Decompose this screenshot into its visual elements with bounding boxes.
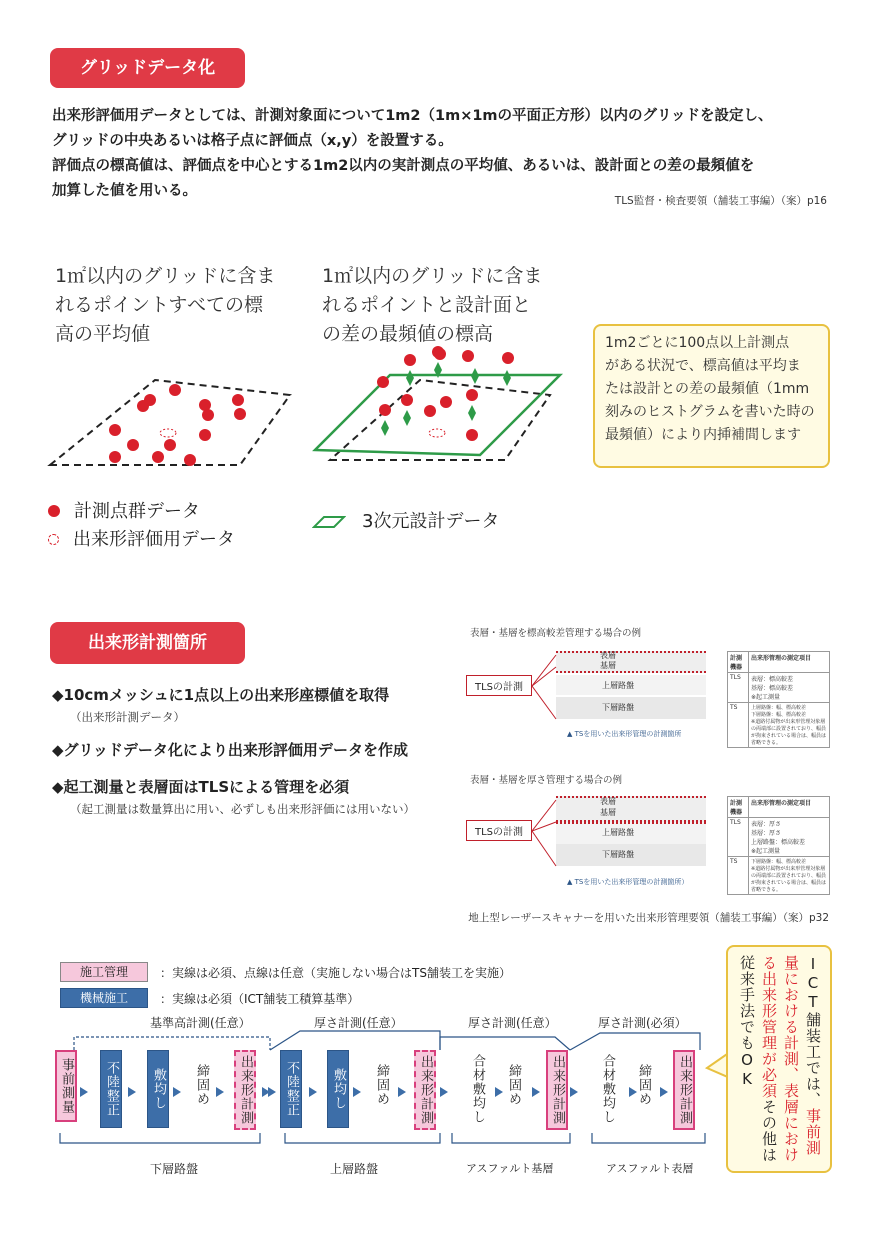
grid-description-line: 評価点の標高値は、評価点を中心とする1m2以内の実計測点の平均値、あるいは、設計面との差の最頻値を: [52, 158, 755, 174]
diff-arrow: [381, 420, 389, 428]
measured-point: [377, 376, 389, 388]
step-asphalt-spreading: 合材敷均し: [470, 1054, 485, 1124]
flow-arrow: [532, 1087, 540, 1097]
bullet-item: ◆グリッドデータ化により出来形評価用データを作成: [52, 741, 408, 759]
note-line: 1m2ごとに100点以上計測点: [605, 335, 790, 351]
group-lower-base: 下層路盤: [150, 1162, 199, 1176]
diff-arrow: [468, 405, 476, 413]
fig2-layer-label: 基層: [600, 808, 616, 817]
measured-point: [424, 405, 436, 417]
diagram-legend: [48, 498, 235, 554]
tag-machine-construction: 機械施工: [60, 988, 148, 1008]
fig2-table: [727, 796, 830, 895]
citation-p16: TLS監督・検査要領（舗装工事編）（案）p16: [614, 195, 827, 207]
bullet-item: ◆10cmメッシュに1点以上の出来形座標値を取得: [52, 686, 390, 704]
flow-arrow: [216, 1087, 224, 1097]
diff-arrow: [471, 368, 479, 376]
step-as-built-measure: 出来形計測: [673, 1050, 695, 1130]
measured-point: [502, 352, 514, 364]
flow-arrow: [268, 1087, 276, 1097]
diff-arrow: [471, 376, 479, 384]
fig2-layer-label: 上層路盤: [602, 828, 634, 837]
fig1-caption: 表層・基層を標高較差管理する場合の例: [470, 628, 642, 639]
fig1-table: [727, 651, 830, 748]
step-spreading: 敷均し: [327, 1050, 349, 1128]
flow-arrow: [309, 1087, 317, 1097]
note-line: 刻みのヒストグラムを書いた時の: [605, 404, 815, 420]
table-head: 計測機器: [728, 797, 749, 818]
callout-highlight: 事前測量に: [782, 955, 822, 1156]
evaluation-point: [160, 429, 176, 437]
measured-point: [184, 454, 196, 466]
measured-point: [109, 451, 121, 463]
grid-cell-outline: [330, 380, 550, 460]
callout-highlight: 出来形管理が必須: [760, 971, 778, 1099]
table-cell: 表層：標高較差 基層：標高較差 ※起工測量: [749, 673, 830, 703]
diff-arrow: [468, 413, 476, 421]
measured-point: [164, 439, 176, 451]
measured-point: [404, 354, 416, 366]
measured-point: [152, 451, 164, 463]
fig2-tls-label: TLSの計測: [466, 820, 532, 841]
measured-point: [462, 350, 474, 362]
flow-legend: [60, 962, 511, 1008]
left-heading-line: 高の平均値: [55, 323, 151, 345]
fig2-caption: 表層・基層を厚さ管理する場合の例: [470, 775, 623, 786]
diff-arrow: [403, 410, 411, 418]
measured-point: [440, 396, 452, 408]
step-as-built-measure: 出来形計測: [546, 1050, 568, 1130]
table-head: 出来形管理の測定項目: [749, 797, 830, 818]
measured-points: [109, 384, 246, 466]
fig2-layer-label: 下層路盤: [602, 850, 634, 859]
measured-point: [199, 429, 211, 441]
flow-arrow: [353, 1087, 361, 1097]
fig1-cross-section: [462, 645, 708, 745]
fig1-layer-label: 下層路盤: [602, 703, 634, 712]
note-line: たは設計との差の最頻値（1mm: [605, 381, 810, 397]
step-as-built-measure: 出来形計測: [414, 1050, 436, 1130]
callout-text: ICT舗装工では、: [804, 955, 822, 1108]
fig1-tls-lines: [532, 653, 558, 723]
section-title-measurement: 出来形計測箇所: [50, 622, 245, 664]
bullet-sub: （出来形計測データ）: [70, 710, 185, 724]
measured-point: [109, 424, 121, 436]
legend-eval-label: 出来形評価用データ: [73, 529, 235, 550]
flow-arrow: [398, 1087, 406, 1097]
fig1-layer-label: 基層: [600, 661, 616, 670]
eval-point-icon: [48, 534, 59, 545]
table-cell: TS: [728, 703, 749, 748]
table-cell: 表層：厚さ 基層：厚さ 上層路盤：標高較差 ※起工測量: [749, 818, 830, 857]
evaluation-point: [429, 429, 445, 437]
fig2-surface-layers: [556, 796, 706, 822]
flow-top-label: 厚さ計測(任意）: [314, 1016, 403, 1030]
ict-callout: [726, 945, 832, 1173]
table-cell: 上層路盤：幅、標高較差 下層路盤：幅、標高較差 ※道路付属物が出来形管理対象層の両端部に設置されており、幅員が拘束されている場合は、幅員は省略できる。: [749, 703, 830, 748]
section-title-grid: グリッドデータ化: [50, 48, 245, 88]
step-spreading: 敷均し: [147, 1050, 169, 1128]
callout-highlight: おける計測、: [782, 987, 800, 1083]
step-as-built-measure: 出来形計測: [234, 1050, 256, 1130]
legend-desc: ：実線は必須、点線は任意（実施しない場合はTS舗装工を実施）: [160, 965, 511, 980]
left-heading-line: れるポイントすべての標: [55, 294, 264, 316]
measured-point: [137, 400, 149, 412]
grid-description-line: 加算した値を用いる。: [52, 183, 197, 199]
flow-top-label: 厚さ計測(任意）: [468, 1016, 557, 1030]
table-cell: 下層路盤：幅、標高較差 ※道路付属物が出来形管理対象層の両端部に設置されており、幅員が拘束されている場合は、幅員は省略できる。: [749, 857, 830, 895]
measured-point: [232, 394, 244, 406]
callout-highlight: 表層における: [760, 955, 800, 1163]
measured-point: [401, 394, 413, 406]
legend-eval: [48, 526, 235, 554]
step-compaction: 締固め: [506, 1064, 521, 1106]
flow-arrow: [173, 1087, 181, 1097]
measured-point: [169, 384, 181, 396]
right-heading-line: れるポイントと設計面と: [322, 294, 532, 316]
ict-callout-text: [736, 955, 824, 1165]
legend-points: [48, 498, 235, 526]
legend-design: [312, 507, 499, 533]
fig1-tls-label: TLSの計測: [466, 675, 532, 696]
legend-construction-mgmt: [60, 962, 511, 982]
callout-text: その他は従来手法でもOK: [738, 955, 778, 1163]
table-head: 出来形管理の測定項目: [749, 652, 830, 673]
left-heading: [55, 262, 275, 349]
table-cell: TS: [728, 857, 749, 895]
measurement-bullets: [52, 684, 415, 817]
fig2-cross-section: [462, 790, 708, 890]
legend-design-label: 3次元設計データ: [362, 511, 500, 532]
design-plane-icon: [312, 515, 346, 529]
diff-arrow: [406, 378, 414, 386]
step-asphalt-spreading: 合材敷均し: [600, 1054, 615, 1124]
point-icon: [48, 505, 60, 517]
step-compaction: 締固め: [374, 1064, 389, 1106]
right-heading-line: 1㎡以内のグリッドに含ま: [322, 265, 543, 287]
group-upper-base: 上層路盤: [330, 1162, 379, 1176]
measured-point: [234, 408, 246, 420]
tag-construction-mgmt: 施工管理: [60, 962, 148, 982]
flow-top-label: 基準高計測(任意）: [150, 1016, 251, 1030]
table-cell: TLS: [728, 673, 749, 703]
fig1-layer-label: 上層路盤: [602, 681, 634, 690]
step-leveling: 不陸整正: [280, 1050, 302, 1128]
measured-points-right: [377, 346, 514, 441]
measured-point: [127, 439, 139, 451]
flow-arrow: [80, 1087, 88, 1097]
table-cell: TLS: [728, 818, 749, 857]
flow-arrow: [128, 1087, 136, 1097]
fig1-layer-label: 表層: [600, 651, 616, 660]
flow-arrow: [570, 1087, 578, 1097]
right-heading: [322, 262, 542, 349]
grid-diagram: [40, 340, 600, 485]
fig1-bottom-caption: ▲ TSを用いた出来形管理の計測箇所: [567, 730, 682, 738]
step-pre-survey: 事前測量: [55, 1050, 77, 1122]
flow-top-label: 厚さ計測(必須）: [598, 1016, 687, 1030]
flow-arrow: [440, 1087, 448, 1097]
citation-p32: 地上型レーザースキャナーを用いた出来形管理要領（舗装工事編）（案）p32: [468, 912, 829, 924]
measured-point: [379, 404, 391, 416]
right-heading-line: の差の最頻値の標高: [322, 323, 494, 345]
fig2-tls-lines: [532, 798, 558, 870]
grid-description: [52, 104, 772, 204]
diff-arrow: [381, 428, 389, 436]
group-asphalt-surface: アスファルト表層: [606, 1162, 694, 1175]
grid-description-line: 出来形評価用データとしては、計測対象面について1m2（1m×1mの平面正方形）以内のグリッドを設定し、: [52, 108, 773, 124]
flow-arrow: [660, 1087, 668, 1097]
group-asphalt-base: アスファルト基層: [466, 1162, 554, 1175]
fig2-bottom-caption: ▲ TSを用いた出来形管理の計測箇所）: [567, 878, 689, 886]
measured-point: [434, 348, 446, 360]
left-heading-line: 1㎡以内のグリッドに含ま: [55, 265, 276, 287]
step-compaction: 締固め: [636, 1064, 651, 1106]
bullet-sub: （起工測量は数量算出に用い、必ずしも出来形評価には用いない）: [70, 802, 415, 816]
step-leveling: 不陸整正: [100, 1050, 122, 1128]
measured-point: [466, 429, 478, 441]
measured-point: [466, 389, 478, 401]
grid-description-line: グリッドの中央あるいは格子点に評価点（x,y）を設置する。: [52, 133, 453, 149]
step-compaction: 締固め: [194, 1064, 209, 1106]
table-head: 計測機器: [728, 652, 749, 673]
legend-points-label: 計測点群データ: [74, 501, 200, 522]
note-line: 最頻値）により内挿補間します: [605, 427, 801, 443]
measured-point: [202, 409, 214, 421]
design-plane: [315, 375, 560, 455]
bullet-item: ◆起工測量と表層面はTLSによる管理を必須: [52, 778, 350, 796]
note-line: がある状況で、標高値は平均ま: [605, 358, 801, 374]
legend-machine-construction: [60, 988, 511, 1008]
fig2-layer-label: 表層: [600, 797, 616, 806]
diff-arrow: [403, 418, 411, 426]
diff-arrow: [434, 362, 442, 370]
interpolation-note: [593, 324, 830, 468]
diff-arrow: [503, 378, 511, 386]
fig1-surface-layers: [556, 651, 706, 673]
legend-desc: ：実線は必須（ICT舗装工積算基準）: [160, 991, 360, 1006]
